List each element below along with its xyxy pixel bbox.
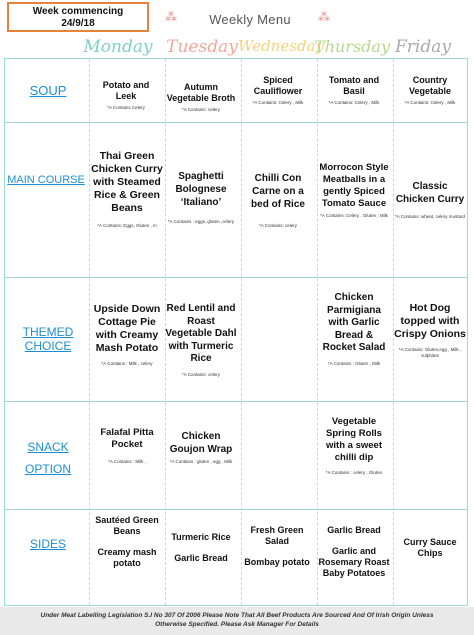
snack-thursday	[318, 416, 390, 476]
week-date: 24/9/18	[61, 18, 95, 29]
allergen-note: *A Contains: Eggs, Gluten , m	[97, 223, 157, 228]
allergen-note: *A Contains: Celery , Gluten , Milk	[320, 213, 388, 218]
soup-thursday	[320, 75, 388, 106]
dish-name: Chicken Parmigiana with Garlic Bread & Rocket Salad	[322, 292, 386, 353]
day-monday: Monday	[83, 37, 153, 57]
soup-wednesday	[244, 75, 312, 106]
day-wednesday: Wednesday	[238, 37, 324, 55]
allergen-note: *A Contains: celery	[258, 223, 298, 228]
allergen-note: *A Contains: Celery , Milk	[404, 100, 456, 105]
dish-name: Classic Chicken Curry	[395, 181, 465, 205]
allergen-note: *A Contains: celery	[181, 107, 221, 112]
main-wednesday	[244, 172, 312, 229]
allergen-note: *A Contains : Gluten , Milk	[327, 360, 381, 366]
column-divider	[241, 59, 242, 605]
row-divider	[5, 509, 467, 510]
sides-thursday	[316, 525, 392, 579]
main-tuesday	[166, 170, 236, 225]
side-item: Garlic Bread	[174, 553, 228, 563]
row-divider	[5, 277, 467, 278]
allergen-note: *A Contains: Celery , Milk	[252, 100, 304, 105]
allergen-note: *A Contains: celery	[181, 371, 221, 377]
dish-name: Hot Dog topped with Crispy Onions	[394, 302, 466, 340]
day-tuesday: Tuesday	[166, 37, 238, 57]
dish-name: Red Lentil and Roast Vegetable Dahl with Turmeric Rice	[165, 303, 237, 364]
side-item: Garlic Bread	[327, 525, 381, 535]
category-snack-line1: SNACK	[27, 440, 69, 454]
sides-monday	[90, 515, 164, 569]
side-item: Sautéed Green Beans	[95, 515, 159, 536]
dish-name: Spaghetti Bolognese ‘Italiano’	[175, 171, 227, 208]
dish-name: Morrocon Style Meatballs in a gently Spiced Tomato Sauce	[319, 162, 389, 209]
dish-name: Upside Down Cottage Pie with Creamy Mash Potato	[93, 303, 161, 354]
soup-monday	[92, 80, 160, 111]
allergen-note: *A Contains : gluten , egg , Milk	[169, 459, 233, 464]
dish-name: Falafal Pitta Pocket	[100, 427, 154, 450]
themed-friday	[394, 302, 466, 359]
bunting-right-icon: ⁂	[318, 10, 330, 24]
dish-name: Country Vegetable	[408, 75, 452, 96]
dish-name: Chicken Goujon Wrap	[169, 431, 233, 455]
footer-line: Otherwise Specified. Please Ask Manager For Details	[155, 621, 319, 628]
themed-thursday	[318, 292, 390, 367]
allergen-note: *A Contains : Milk , celery	[101, 361, 153, 366]
bunting-left-icon: ⁂	[165, 10, 177, 24]
allergen-note: *A Contains : celery , Gluten	[325, 470, 383, 475]
allergen-note: *A Contains: Celery , Milk	[328, 100, 380, 105]
dish-name: Spiced Cauliflower	[253, 75, 303, 96]
page-title: Weekly Menu	[209, 12, 291, 27]
side-item: Curry Sauce Chips	[403, 537, 457, 558]
dish-name: Tomato and Basil	[328, 75, 380, 96]
allergen-note: *A Contains : eggs, gluten ,celery	[167, 219, 235, 224]
snack-monday	[90, 427, 164, 465]
side-item: Creamy mash potato	[97, 547, 157, 568]
side-item: Fresh Green Salad	[250, 525, 304, 546]
main-monday	[90, 150, 164, 229]
dish-name: Vegetable Spring Rolls with a sweet chilli dip	[326, 416, 382, 463]
allergen-note: *A Contains : Milk ,	[108, 459, 146, 464]
dish-name: Thai Green Chicken Curry with Steamed Rice & Green Beans	[91, 150, 163, 214]
row-divider	[5, 122, 467, 123]
dish-name: Autumn Vegetable Broth	[166, 82, 236, 103]
soup-tuesday	[166, 82, 236, 113]
footer-line: Under Meat Labelling Legislation S.I No 307 Of 2006 Please Note That All Beef Products Are Sourced And Of Irish Origin Unless	[40, 612, 434, 619]
legislation-footer	[0, 607, 474, 635]
sides-tuesday	[164, 532, 238, 564]
allergen-note: *A Contains: Gluten,egg , Milk , sulphites	[398, 347, 462, 358]
allergen-note: *A Contains Celery	[107, 105, 145, 110]
category-soup: SOUP	[29, 83, 67, 98]
themed-tuesday	[164, 303, 238, 378]
snack-tuesday	[164, 430, 238, 465]
dish-name: Chilli Con Carne on a bed of Rice	[251, 173, 305, 210]
allergen-note: *A Contains: wheat, celery mustard	[394, 214, 466, 219]
sides-friday	[394, 537, 466, 559]
row-divider	[5, 401, 467, 402]
dish-name: Potato and Leek	[102, 80, 150, 101]
main-friday	[394, 180, 466, 220]
day-thursday: Thursday	[314, 37, 390, 56]
category-main-course: MAIN COURSE	[7, 174, 85, 186]
week-label: Week commencing	[32, 6, 124, 17]
week-commencing-box	[7, 2, 149, 32]
main-thursday	[318, 162, 390, 219]
side-item: Garlic and Rosemary Roast Baby Potatoes	[318, 546, 390, 578]
themed-monday	[90, 303, 164, 367]
category-themed-line2: CHOICE	[24, 339, 72, 353]
side-item: Turmeric Rice	[171, 532, 231, 542]
category-themed-line1: THEMED	[22, 325, 74, 339]
day-friday: Friday	[395, 37, 451, 57]
category-snack-option	[4, 440, 92, 476]
category-sides: SIDES	[29, 537, 66, 551]
side-item: Bombay potato	[244, 557, 310, 567]
sides-wednesday	[240, 525, 314, 568]
category-themed-choice	[4, 325, 92, 353]
category-snack-line2: OPTION	[24, 462, 71, 476]
soup-friday	[396, 75, 464, 106]
